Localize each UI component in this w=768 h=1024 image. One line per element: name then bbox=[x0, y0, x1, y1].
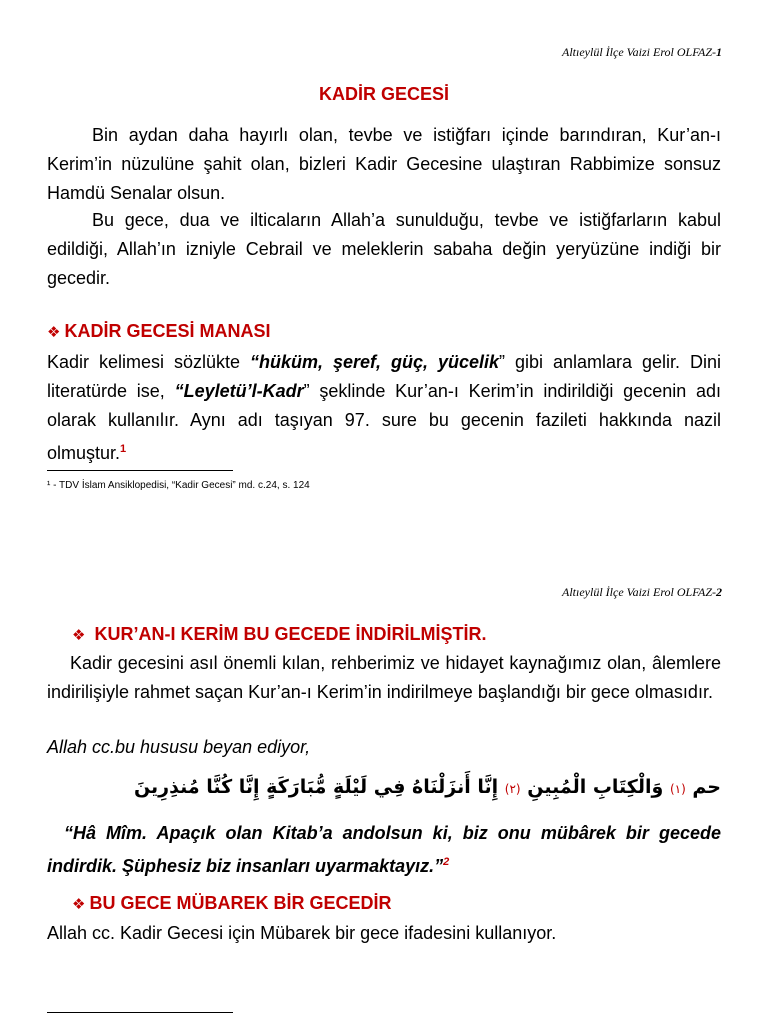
page-header bbox=[562, 585, 722, 600]
section-heading-kadir-manasi bbox=[47, 321, 270, 342]
emphasis-term: “hüküm, şeref, güç, yücelik bbox=[250, 352, 499, 372]
mubarek-paragraph: Allah cc. Kadir Gecesi için Mübarek bir gece ifadesini kullanıyor. bbox=[47, 923, 557, 943]
diamond-bullet-icon: ❖ bbox=[47, 324, 61, 341]
verse-number: (٢) bbox=[504, 782, 521, 796]
quote-text: “Hâ Mîm. Apaçık olan Kitab’a andolsun ki, biz onu mübârek bir gecede indirdik. Şüphesiz biz insanları uyarmaktayız.” bbox=[47, 823, 721, 876]
footnote-separator bbox=[47, 1012, 233, 1013]
diamond-bullet-icon: ❖ bbox=[72, 627, 86, 644]
section-heading-mubarek-gece bbox=[72, 893, 391, 914]
text-run: ” gibi anlamlara gelir. Dini literatürde ise, bbox=[47, 352, 721, 401]
footnote-1: ¹ - TDV İslam Ansiklopedisi, “Kadir Gecesi” md. c.24, s. 124 bbox=[47, 480, 310, 491]
text-run: Kadir kelimesi sözlükte bbox=[47, 352, 250, 372]
section-heading-text: KADİR GECESİ MANASI bbox=[64, 321, 271, 341]
kuran-paragraph: Kadir gecesini asıl önemli kılan, rehberimiz ve hidayet kaynağımız olan, âlemlere indirilişiyle rahmet saçan Kur’an-ı Kerim’in indirilmeye başlandığı bir gece olmasıdır. bbox=[47, 653, 721, 702]
section-heading-kuran-indirilmesi bbox=[72, 624, 486, 645]
intro-to-verse: Allah cc.bu hususu beyan ediyor, bbox=[47, 737, 311, 757]
page-number: 2 bbox=[716, 585, 722, 599]
footnote-marker[interactable]: 1 bbox=[120, 443, 127, 455]
header-author: Altıeylül İlçe Vaizi Erol OLFAZ- bbox=[562, 585, 716, 599]
footnote-separator bbox=[47, 470, 233, 471]
verse-translation bbox=[47, 819, 721, 881]
section-heading-text: BU GECE MÜBAREK BİR GECEDİR bbox=[89, 893, 392, 913]
page-header bbox=[562, 45, 722, 60]
intro-paragraph-1: Bin aydan daha hayırlı olan, tevbe ve istiğfarı içinde barındıran, Kur’an-ı Kerim’in nüzulüne şahit olan, bizleri Kadir Gecesine ulaştıran Rabbimize sonsuz Hamdü Senalar olsun. bbox=[47, 125, 721, 203]
arabic-text: حم bbox=[692, 776, 721, 798]
intro-paragraph-2: Bu gece, dua ve ilticaların Allah’a sunulduğu, tevbe ve istiğfarların kabul edildiği, Allah’ın izniyle Cebrail ve meleklerin sabaha değin yeryüzüne indiği bir gecedir. bbox=[47, 210, 721, 288]
footnote-marker[interactable]: 2 bbox=[443, 856, 450, 868]
text-run: ” şeklinde Kur’an-ı Kerim’in indirildiği gecenin adı olarak kullanılır. Aynı adı taşıyan 97. sure bu gecenin fazileti hakkında nazil olmuştur. bbox=[47, 381, 721, 463]
document-title: KADİR GECESİ bbox=[318, 84, 450, 104]
emphasis-term: “Leyletü’l-Kadr bbox=[174, 381, 304, 401]
kadir-manasi-paragraph bbox=[47, 348, 721, 468]
page-number: 1 bbox=[716, 45, 722, 59]
section-heading-text: KUR’AN-I KERİM BU GECEDE İNDİRİLMİŞTİR. bbox=[94, 624, 487, 644]
verse-number: (١) bbox=[669, 782, 686, 796]
arabic-text: إِنَّا أَنزَلْنَاهُ فِي لَيْلَةٍ مُّبَارَكَةٍ إِنَّا كُنَّا مُنذِرِينَ bbox=[133, 776, 499, 798]
arabic-text: وَالْكِتَابِ الْمُبِينِ bbox=[527, 776, 664, 798]
header-author: Altıeylül İlçe Vaizi Erol OLFAZ- bbox=[562, 45, 716, 59]
arabic-verse bbox=[134, 776, 721, 798]
diamond-bullet-icon: ❖ bbox=[72, 896, 86, 913]
